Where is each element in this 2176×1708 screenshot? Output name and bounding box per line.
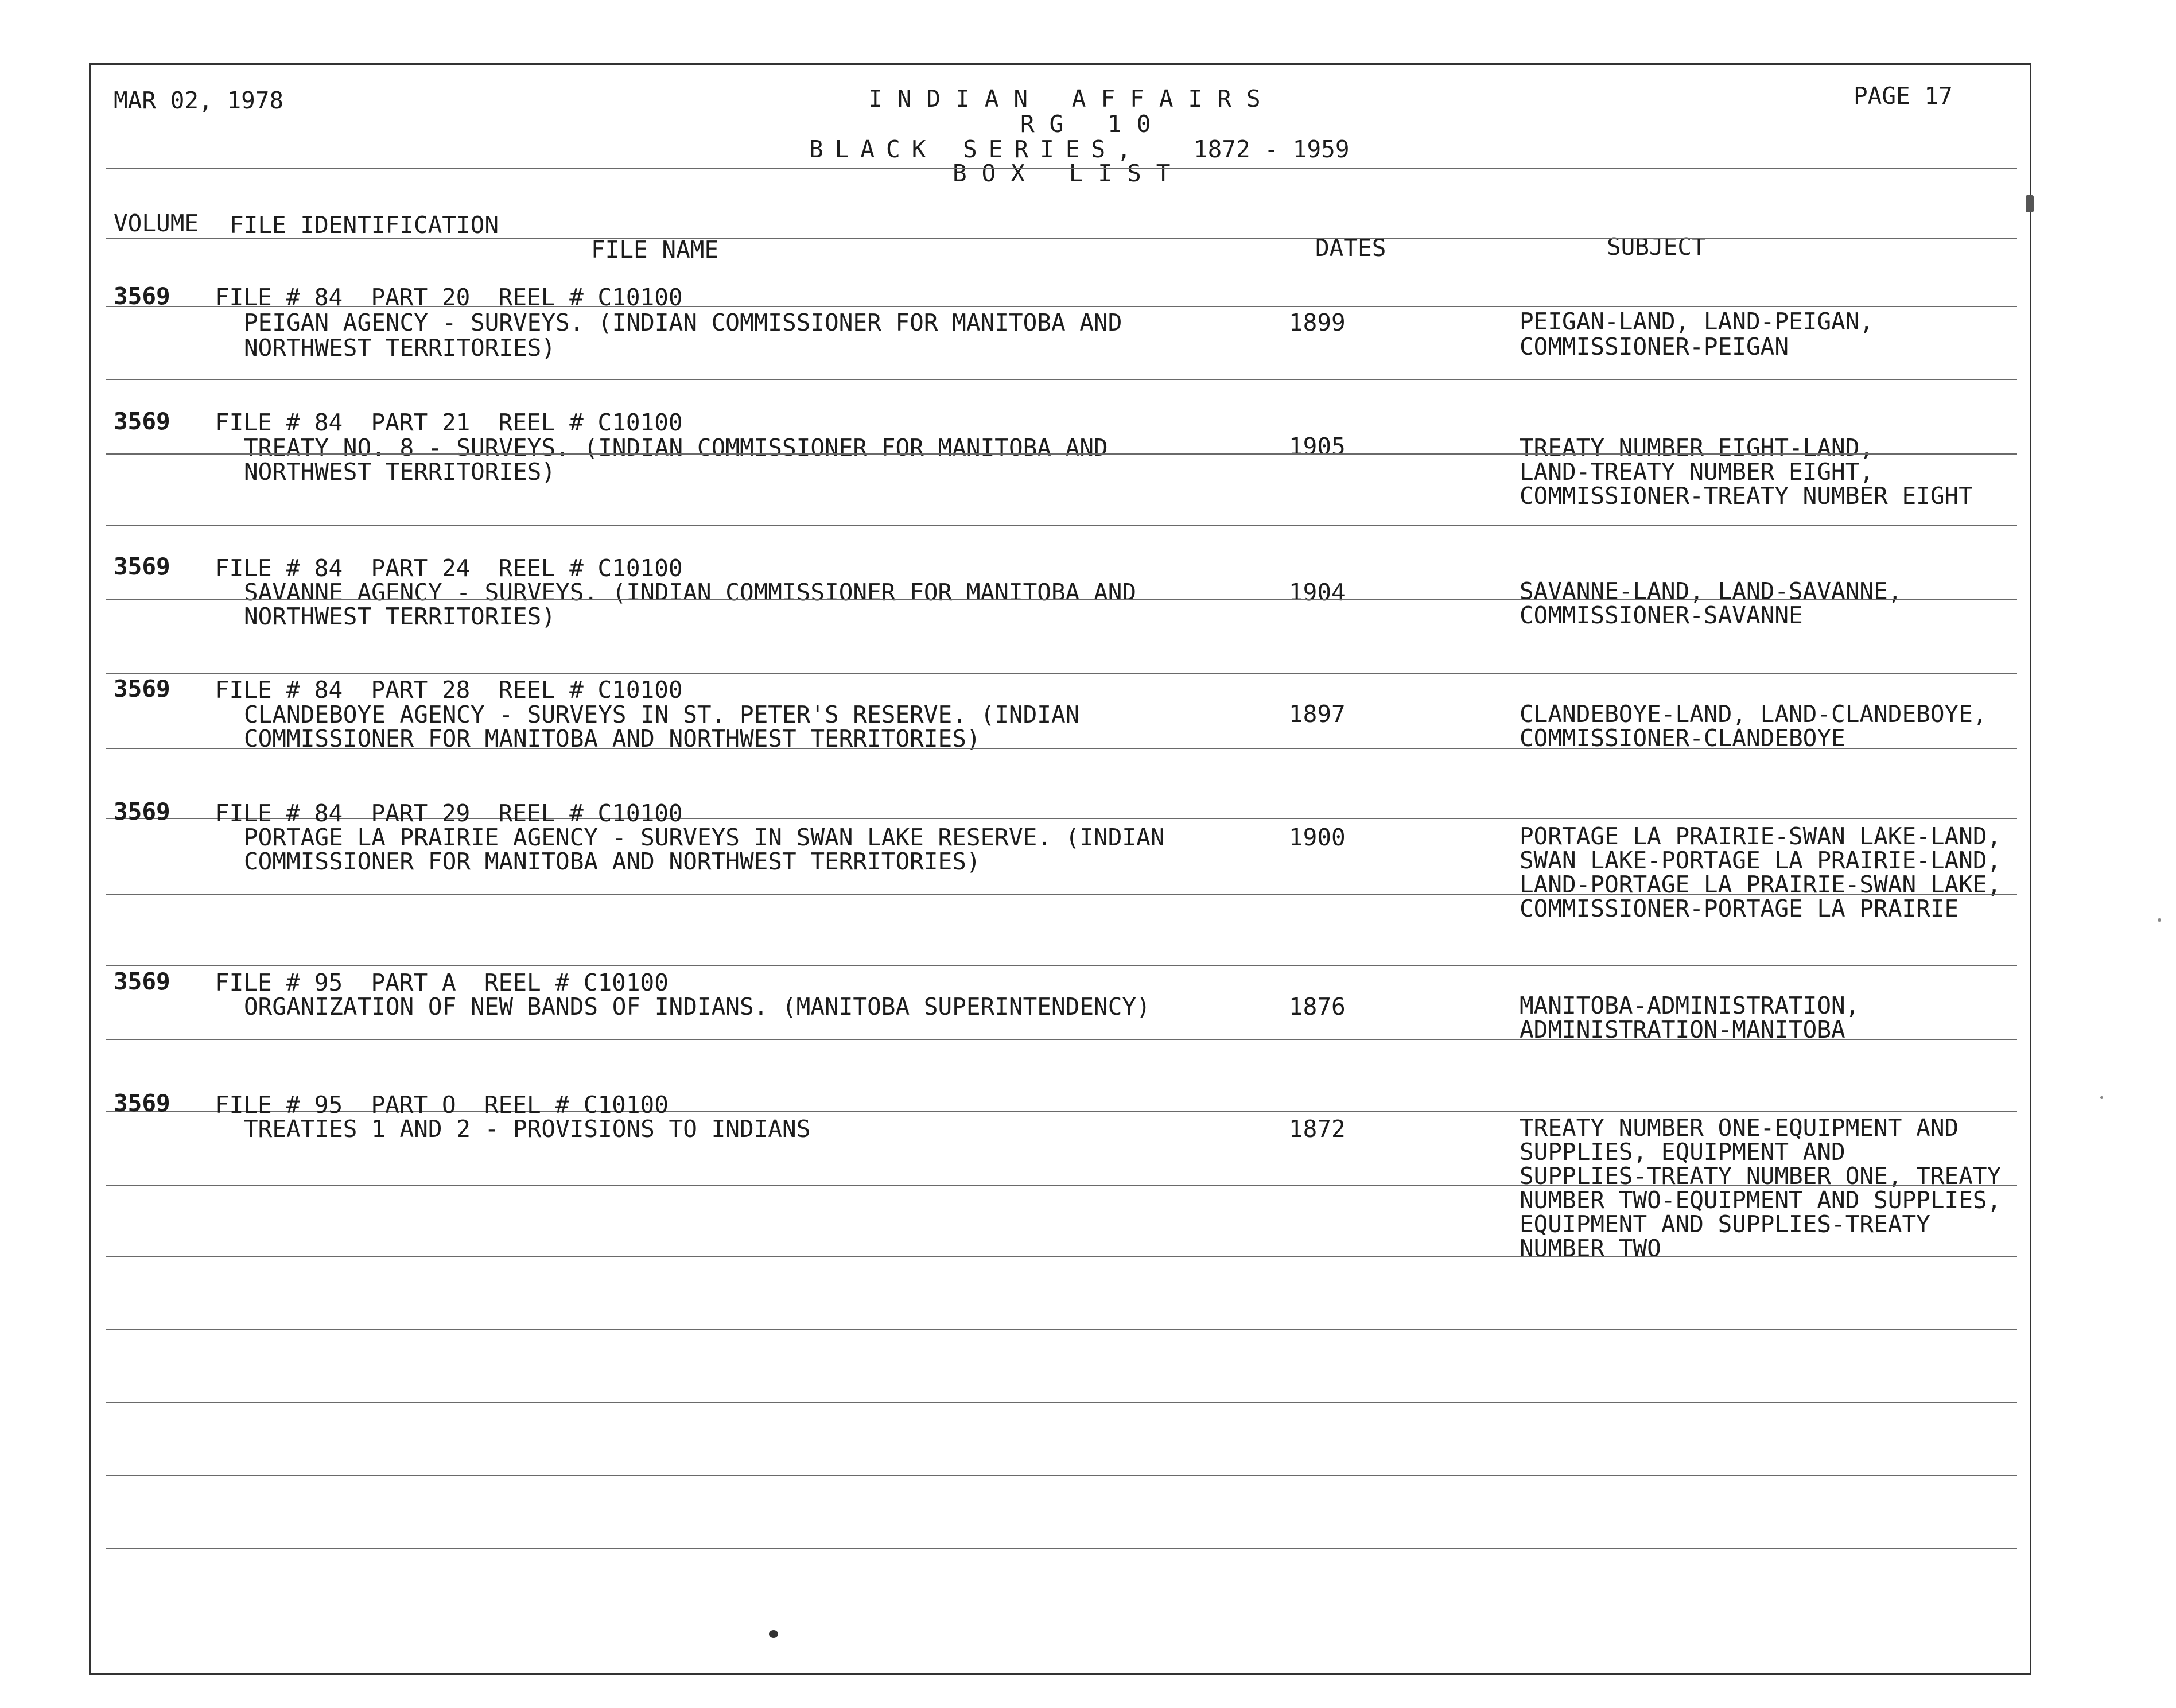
entry-file-name: NORTHWEST TERRITORIES) <box>244 458 556 486</box>
row-rule <box>106 453 2017 455</box>
row-rule <box>106 306 2017 307</box>
entry-volume: 3569 <box>114 675 170 702</box>
title-years: 1872 - 1959 <box>1194 135 1350 163</box>
entry-volume: 3569 <box>114 553 170 580</box>
row-rule <box>106 673 2017 674</box>
entry-file-name: SAVANNE AGENCY - SURVEYS. (INDIAN COMMISSIONER FOR MANITOBA AND <box>244 579 1137 606</box>
entry-subject: ADMINISTRATION-MANITOBA <box>1520 1016 1845 1043</box>
entry-subject: NUMBER TWO <box>1520 1235 1661 1262</box>
entry-file-name: TREATIES 1 AND 2 - PROVISIONS TO INDIANS <box>244 1115 811 1143</box>
title-rg: RG 10 <box>1020 110 1166 138</box>
entry-volume: 3569 <box>114 1089 170 1117</box>
entry-file-id: FILE # 84 PART 24 REEL # C10100 <box>215 554 683 582</box>
scan-speck <box>2026 195 2034 212</box>
row-rule <box>106 599 2017 600</box>
entry-file-id: FILE # 95 PART O REEL # C10100 <box>215 1091 669 1119</box>
entry-subject: COMMISSIONER-PORTAGE LA PRAIRIE <box>1520 895 1959 922</box>
scan-speck <box>2158 918 2161 922</box>
row-rule <box>106 525 2017 526</box>
entry-file-id: FILE # 84 PART 21 REEL # C10100 <box>215 409 683 436</box>
entry-volume: 3569 <box>114 407 170 435</box>
entry-file-id: FILE # 84 PART 28 REEL # C10100 <box>215 676 683 704</box>
entry-subject: COMMISSIONER-CLANDEBOYE <box>1520 724 1845 752</box>
entry-date: 1904 <box>1289 579 1346 606</box>
row-rule <box>106 379 2017 380</box>
row-rule <box>106 1548 2017 1549</box>
row-rule <box>106 1475 2017 1476</box>
entry-file-name: PORTAGE LA PRAIRIE AGENCY - SURVEYS IN SWAN LAKE RESERVE. (INDIAN <box>244 824 1165 851</box>
row-rule <box>106 965 2017 966</box>
row-rule <box>106 1256 2017 1257</box>
entry-file-name: COMMISSIONER FOR MANITOBA AND NORTHWEST TERRITORIES) <box>244 725 981 752</box>
entry-subject: SUPPLIES, EQUIPMENT AND <box>1520 1138 1845 1166</box>
column-dates: DATES <box>1315 234 1386 262</box>
entry-file-id: FILE # 95 PART A REEL # C10100 <box>215 969 669 996</box>
entry-subject: PEIGAN-LAND, LAND-PEIGAN, <box>1520 308 1874 335</box>
scan-speck <box>769 1630 778 1638</box>
entry-file-name: COMMISSIONER FOR MANITOBA AND NORTHWEST TERRITORIES) <box>244 848 981 875</box>
row-rule <box>106 894 2017 895</box>
page-number: PAGE 17 <box>1854 82 1953 110</box>
rule-under-columns <box>106 238 2017 239</box>
entry-file-name: NORTHWEST TERRITORIES) <box>244 334 556 362</box>
entry-file-id: FILE # 84 PART 20 REEL # C10100 <box>215 284 683 311</box>
entry-date: 1897 <box>1289 700 1346 728</box>
entry-file-name: CLANDEBOYE AGENCY - SURVEYS IN ST. PETER'S RESERVE. (INDIAN <box>244 701 1080 728</box>
entry-subject: COMMISSIONER-SAVANNE <box>1520 601 1803 629</box>
row-rule <box>106 748 2017 749</box>
scan-speck <box>2100 1096 2103 1099</box>
entry-file-id: FILE # 84 PART 29 REEL # C10100 <box>215 799 683 827</box>
entry-file-name: NORTHWEST TERRITORIES) <box>244 603 556 630</box>
rule-under-header <box>106 168 2017 169</box>
entry-subject: PORTAGE LA PRAIRIE-SWAN LAKE-LAND, <box>1520 822 2002 850</box>
entry-subject: TREATY NUMBER EIGHT-LAND, <box>1520 434 1874 461</box>
entry-volume: 3569 <box>114 798 170 825</box>
entry-subject: SAVANNE-LAND, LAND-SAVANNE, <box>1520 577 1902 605</box>
entry-date: 1900 <box>1289 824 1346 851</box>
entry-subject: EQUIPMENT AND SUPPLIES-TREATY <box>1520 1210 1930 1238</box>
entry-subject: CLANDEBOYE-LAND, LAND-CLANDEBOYE, <box>1520 700 1987 728</box>
entry-date: 1872 <box>1289 1115 1346 1143</box>
entry-subject: SUPPLIES-TREATY NUMBER ONE, TREATY <box>1520 1162 2002 1190</box>
entry-volume: 3569 <box>114 968 170 995</box>
title-box-list: BOX LIST <box>953 160 1186 187</box>
entry-date: 1876 <box>1289 993 1346 1020</box>
title-black-series: BLACK SERIES, <box>809 135 1143 163</box>
entry-subject: TREATY NUMBER ONE-EQUIPMENT AND <box>1520 1114 1959 1142</box>
column-volume: VOLUME <box>114 209 199 237</box>
entry-file-name: PEIGAN AGENCY - SURVEYS. (INDIAN COMMISSIONER FOR MANITOBA AND <box>244 309 1122 336</box>
entry-subject: LAND-PORTAGE LA PRAIRIE-SWAN LAKE, <box>1520 871 2002 898</box>
column-subject: SUBJECT <box>1607 233 1706 261</box>
entry-date: 1905 <box>1289 433 1346 460</box>
entry-subject: SWAN LAKE-PORTAGE LA PRAIRIE-LAND, <box>1520 847 2002 874</box>
entry-subject: COMMISSIONER-TREATY NUMBER EIGHT <box>1520 482 1973 510</box>
column-file-identification: FILE IDENTIFICATION <box>230 211 499 239</box>
row-rule <box>106 1185 2017 1186</box>
entry-subject: LAND-TREATY NUMBER EIGHT, <box>1520 458 1874 486</box>
row-rule <box>106 1329 2017 1330</box>
entry-file-name: ORGANIZATION OF NEW BANDS OF INDIANS. (MANITOBA SUPERINTENDENCY) <box>244 993 1151 1020</box>
row-rule <box>106 1039 2017 1040</box>
entry-subject: MANITOBA-ADMINISTRATION, <box>1520 992 1860 1019</box>
entry-date: 1899 <box>1289 309 1346 336</box>
entry-subject: NUMBER TWO-EQUIPMENT AND SUPPLIES, <box>1520 1186 2002 1214</box>
entry-subject: COMMISSIONER-PEIGAN <box>1520 333 1789 360</box>
entry-file-name: TREATY NO. 8 - SURVEYS. (INDIAN COMMISSIONER FOR MANITOBA AND <box>244 434 1108 461</box>
title-indian-affairs: INDIAN AFFAIRS <box>868 85 1276 112</box>
column-file-name: FILE NAME <box>591 236 719 263</box>
row-rule <box>106 1402 2017 1403</box>
report-date: MAR 02, 1978 <box>114 87 284 114</box>
entry-volume: 3569 <box>114 282 170 310</box>
